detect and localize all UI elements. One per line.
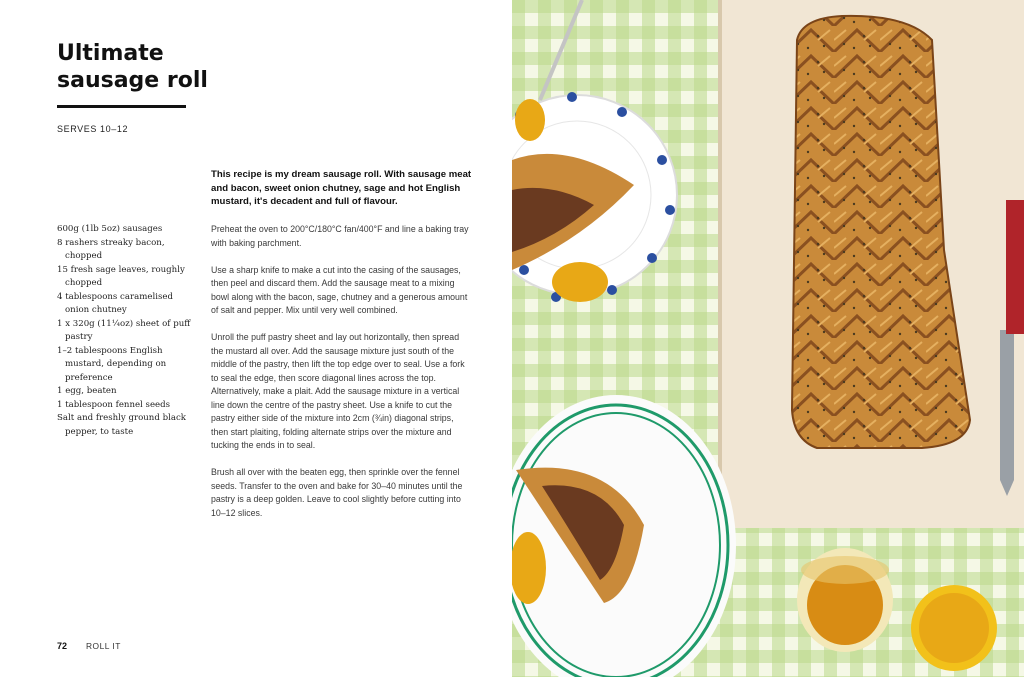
mustard-jar-icon xyxy=(797,548,893,652)
recipe-title-line1: Ultimate xyxy=(57,41,164,66)
ingredient-item: 15 fresh sage leaves, roughly chopped xyxy=(57,264,185,288)
ingredient-item: 1–2 tablespoons English mustard, depending on preference xyxy=(57,345,167,383)
photo-illustration xyxy=(512,0,1024,677)
ingredient-item: 4 tablespoons caramelised onion chutney xyxy=(57,291,173,315)
serves-label: SERVES 10–12 xyxy=(57,124,129,134)
ingredient-item: Salt and freshly ground black pepper, to taste xyxy=(57,413,186,437)
method-steps xyxy=(211,223,473,534)
ingredient-item: 1 tablespoon fennel seeds xyxy=(57,399,171,410)
ingredient-item: 1 egg, beaten xyxy=(57,386,117,396)
ingredients-list xyxy=(57,223,197,439)
ingredient-item: 1 x 320g (11¼oz) sheet of puff pastry xyxy=(57,318,191,342)
recipe-title-line2: sausage roll xyxy=(57,68,208,93)
recipe-title xyxy=(57,40,277,94)
ingredient-item: 8 rashers streaky bacon, chopped xyxy=(57,237,165,261)
method-step: Brush all over with the beaten egg, then sprinkle over the fennel seeds. Transfer to the oven and bake for 30–40 minutes until the pastry is a deep golden. Leave to cool slightly before cutting into 10–12 slices. xyxy=(211,467,463,518)
method-step: Unroll the puff pastry sheet and lay out horizontally, then spread the mustard all over. Add the sausage mixture just south of the middle of the pastry, then lift the top edge over to seal. Use a fork to seal the edge, then score diagonal lines across the top. Alternatively, make a plait. Add the sausage mixture in a vertical line down the centre of the pastry sheet. Use a knife to cut the pastry either side of the mixture into 2cm (¾in) diagonal strips, then start plaiting, folding alternate strips over the mixture and tucking the ends in to seal. xyxy=(211,332,465,450)
page-number: 72 xyxy=(57,641,68,651)
recipe-photo xyxy=(512,0,1024,677)
method-step: Use a sharp knife to make a cut into the casing of the sausages, then peel and discard them. Add the sausage meat to a mixing bowl along with the bacon, sage, chutney and a generous amount of salt and pepper. Mix until very well combined. xyxy=(211,264,468,315)
ingredient-item: 600g (1lb 5oz) sausages xyxy=(57,224,163,234)
section-name: ROLL IT xyxy=(86,641,121,651)
recipe-intro: This recipe is my dream sausage roll. With sausage meat and bacon, sweet onion chutney, sage and hot English mustard, it's decadent and full of flavour. xyxy=(211,169,472,207)
title-underline xyxy=(57,105,186,108)
jar-lid xyxy=(911,585,997,671)
method-step: Preheat the oven to 200°C/180°C fan/400°F and line a baking tray with baking parchment. xyxy=(211,224,469,248)
mustard-dollop xyxy=(552,262,608,302)
